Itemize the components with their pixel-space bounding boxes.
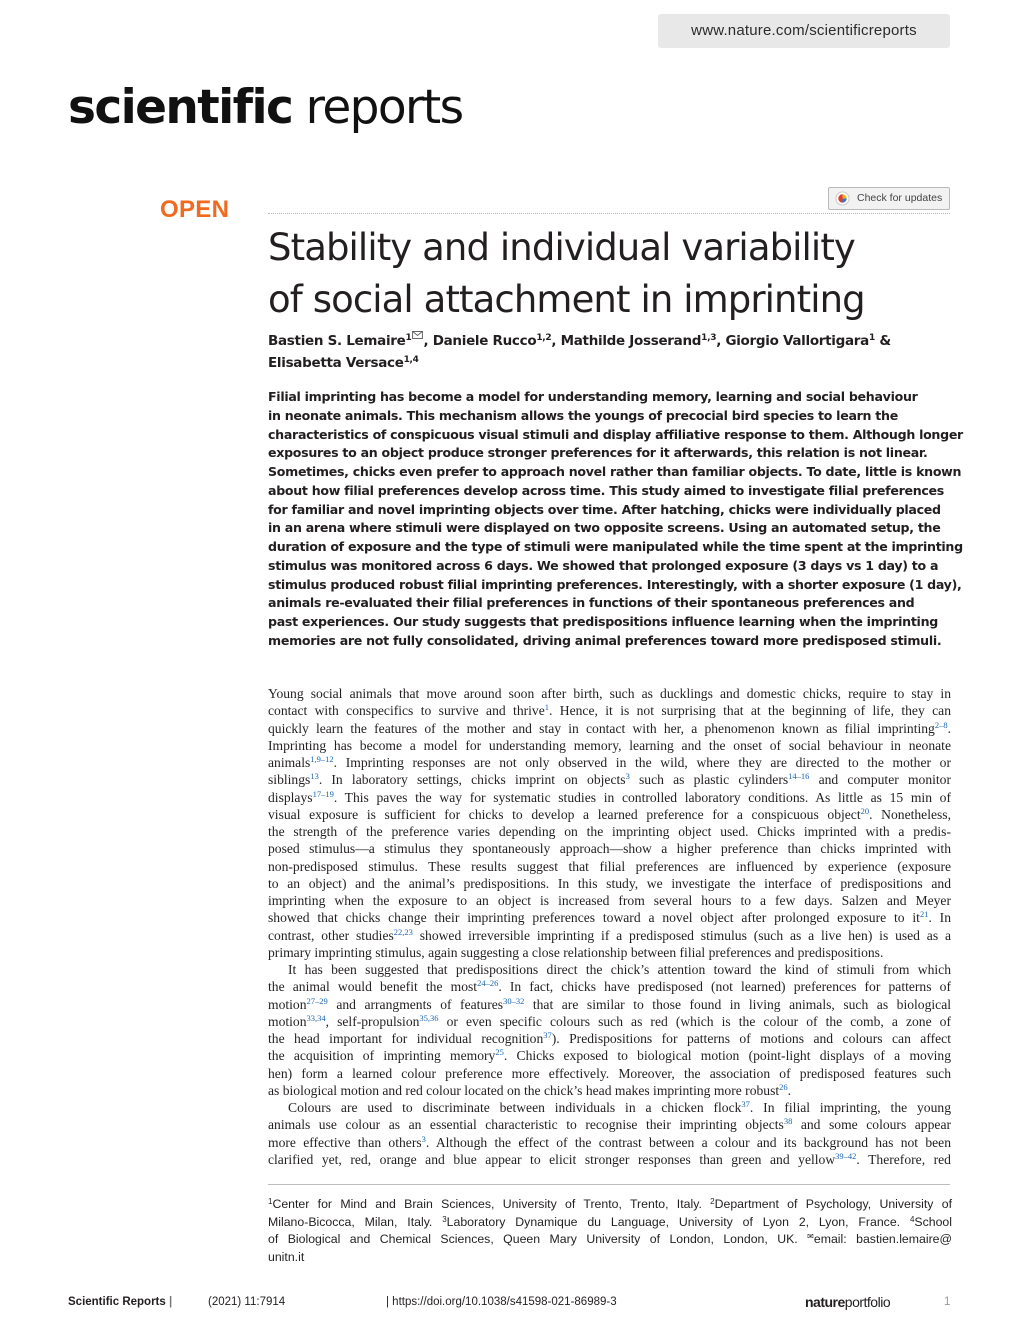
- citation-superscript[interactable]: 14–16: [788, 771, 810, 782]
- body-line-text: . Hence, it is not surprising that at the beginning of life, they can: [549, 703, 951, 719]
- citation-superscript[interactable]: 17–19: [312, 788, 334, 799]
- citation-superscript[interactable]: 4: [909, 1214, 915, 1224]
- body-line: [268, 978, 951, 995]
- open-access-badge: OPEN: [160, 196, 230, 223]
- author-name[interactable]: Daniele Rucco: [432, 333, 537, 349]
- body-line: [268, 996, 951, 1013]
- body-line: [268, 1082, 951, 1099]
- body-line: [268, 875, 951, 892]
- body-line-text: . In fact, chicks have predisposed (not learned) preferences for patterns of: [498, 979, 951, 995]
- body-line-text: It has been suggested that predispositions direct the chick’s attention toward the kind of stimuli from which: [288, 962, 951, 977]
- body-line: [268, 720, 951, 737]
- body-line: [268, 789, 951, 806]
- body-line: [268, 961, 951, 978]
- body-line: [268, 1013, 951, 1030]
- footnote-line-text: School: [914, 1214, 952, 1229]
- body-line-text: contrast, other studies: [268, 927, 394, 943]
- body-line: [268, 858, 951, 875]
- affiliations-footnote: [268, 1196, 952, 1266]
- body-line-text: . Chicks exposed to biological motion (point-light displays of a moving: [503, 1048, 951, 1064]
- citation-superscript[interactable]: 3: [625, 771, 630, 782]
- citation-superscript[interactable]: 38: [783, 1116, 793, 1127]
- body-line-text: . Therefore, red: [856, 1151, 951, 1167]
- body-line-text: showed irreversible imprinting if a predisposed stimulus (such as a live hen) is used as a: [412, 927, 951, 943]
- footer-separator: |: [168, 1296, 173, 1308]
- body-line-text: . In filial imprinting, the young: [749, 1100, 951, 1115]
- author-affiliation: 1,2: [536, 333, 552, 343]
- body-line-text: to an object) and the animal’s predispositions. In this study, we investigate the interface of predispositions and: [268, 875, 951, 891]
- citation-superscript[interactable]: 39–42: [835, 1150, 857, 1161]
- abstract-line: about how filial preferences develop across time. This study aimed to investigate filial preferences: [268, 482, 944, 498]
- body-line: [268, 840, 951, 857]
- body-line: [268, 1099, 951, 1116]
- author-separator: &: [874, 333, 891, 349]
- body-line-text: the head important for individual recognition: [268, 1031, 544, 1046]
- body-line: [268, 1030, 951, 1047]
- body-line: [268, 1047, 951, 1064]
- body-line-text: ). Predispositions for patterns of motions and colours can affect: [551, 1031, 951, 1046]
- brand-word-1: nature: [805, 1294, 845, 1310]
- abstract-line: past experiences. Our study suggests that predispositions influence learning when the imprinting: [268, 614, 938, 629]
- body-line-text: animals use colour as an essential characteristic to recognise their imprinting objects: [268, 1117, 784, 1133]
- check-updates-icon: [835, 191, 850, 206]
- author-separator: ,: [423, 333, 433, 349]
- body-line-text: , self-propulsion: [325, 1013, 420, 1029]
- citation-superscript[interactable]: 21: [919, 909, 929, 920]
- abstract: [268, 388, 963, 651]
- journal-logo-word1: scientific: [68, 80, 293, 135]
- citation-superscript[interactable]: 35,36: [419, 1012, 439, 1023]
- body-line-text: Colours are used to discriminate between individuals in a chicken flock: [288, 1100, 742, 1115]
- journal-url-tab[interactable]: www.nature.com/scientificreports: [658, 14, 950, 48]
- body-line-text: quickly learn the features of the mother and stay in contact with her, a phenomenon known as filial imprinting: [268, 720, 935, 736]
- author-name[interactable]: Bastien S. Lemaire: [268, 333, 406, 349]
- page-number: 1: [944, 1296, 951, 1308]
- body-line-text: motion: [268, 996, 307, 1012]
- footnote-line-text: email: bastien.lemaire@: [813, 1232, 952, 1246]
- body-line: [268, 892, 951, 909]
- body-line-text: .: [787, 1082, 792, 1098]
- check-updates-label: Check for updates: [857, 192, 943, 204]
- footer-doi[interactable]: | https://doi.org/10.1038/s41598-021-86989-3: [386, 1296, 617, 1308]
- journal-logo: [68, 80, 462, 135]
- footnote-line-text: of Biological and Chemical Sciences, Queen Mary University of London, London, UK.: [268, 1232, 808, 1246]
- citation-superscript[interactable]: 3: [421, 1133, 426, 1144]
- body-line-text: displays: [268, 789, 313, 805]
- citation-superscript[interactable]: 2: [710, 1197, 715, 1206]
- body-line-text: animals: [268, 755, 311, 770]
- author-affiliation: 1,4: [403, 355, 419, 365]
- body-line-text: hen) form a learned colour preference more effectively. Moreover, the association of predisposed features such: [268, 1065, 951, 1081]
- body-line-text: as biological motion and red colour located on the chick’s head makes imprinting more robust: [268, 1082, 780, 1098]
- author-separator: ,: [716, 333, 726, 349]
- author-separator: ,: [551, 333, 561, 349]
- body-line-text: the animal would benefit the most: [268, 979, 478, 995]
- author-affiliation: 1,3: [701, 333, 717, 343]
- body-line-text: . In: [928, 910, 951, 926]
- abstract-line: stimulus was monitored across 6 days. We showed that prolonged exposure (3 days vs 1 day) to a: [268, 557, 939, 573]
- footnote-line: [268, 1231, 952, 1249]
- body-line: [268, 823, 951, 840]
- body-line-text: clarified yet, red, orange and blue appear to elicit stronger responses than green and yellow: [268, 1151, 836, 1167]
- article-title: [268, 222, 958, 326]
- body-line-text: the strength of the preference varies depending on the imprinting object used. Chicks imprinted with a predis-: [268, 824, 951, 839]
- abstract-line: duration of exposure and the type of stimuli were manipulated while the time spent at the imprinting: [268, 539, 963, 554]
- abstract-line: for familiar and novel imprinting objects over time. After hatching, chicks were individually placed: [268, 501, 941, 517]
- citation-superscript[interactable]: ✉: [807, 1232, 814, 1241]
- body-line-text: siblings: [268, 772, 311, 788]
- body-line-text: .: [947, 720, 951, 736]
- body-text: [268, 685, 951, 1168]
- author-affiliation: 1: [405, 333, 412, 343]
- body-line: [268, 1116, 951, 1133]
- citation-superscript[interactable]: 20: [860, 805, 870, 816]
- body-line-text: . This paves the way for systematic studies in controlled laboratory conditions. As little as 15 min of: [333, 789, 951, 805]
- body-line-text: contact with conspecifics to survive and thrive: [268, 703, 545, 719]
- body-line-text: and some colours appear: [792, 1117, 951, 1133]
- journal-logo-word2: reports: [305, 80, 463, 135]
- body-line-text: and computer monitor: [809, 772, 951, 788]
- body-line: [268, 1065, 951, 1082]
- citation-superscript[interactable]: 3: [442, 1214, 447, 1224]
- abstract-line: exposures to an object produce stronger preferences for it afterwards, this relation is not linear.: [268, 445, 928, 461]
- body-line-text: showed that chicks change their imprinting preferences toward a novel object after prolonged exposure to it: [268, 910, 920, 926]
- footer-journal: [68, 1296, 172, 1308]
- body-line: [268, 806, 951, 823]
- citation-superscript[interactable]: 37: [543, 1030, 552, 1040]
- citation-superscript[interactable]: 1: [544, 702, 550, 713]
- citation-superscript[interactable]: 1,9–12: [310, 754, 334, 764]
- abstract-line: stimulus produced robust filial imprinting preferences. Interestingly, with a shorter exposure (1 day),: [268, 576, 962, 592]
- citation-superscript[interactable]: 22,23: [393, 926, 413, 937]
- citation-superscript[interactable]: 1: [268, 1197, 273, 1206]
- body-line-text: visual exposure is sufficient for chicks to develop a learned preference for a conspicuous object: [268, 806, 861, 822]
- body-line-text: imprinting when the exposure to an object is increased from several hours to a few days. Salzen and Meyer: [268, 893, 951, 908]
- body-line-text: . In laboratory settings, chicks imprint on objects: [318, 772, 626, 788]
- footnote-line-text: Laboratory Dynamique du Language, University of Lyon 2, Lyon, France.: [446, 1214, 910, 1229]
- body-line-text: motion: [268, 1013, 307, 1029]
- footnote-line-text: Center for Mind and Brain Sciences, University of Trento, Trento, Italy.: [272, 1197, 711, 1211]
- footnote-line: [268, 1214, 952, 1232]
- body-line-text: primary imprinting stimulus, again suggesting a close relationship between filial preferences and predispositions.: [268, 944, 884, 960]
- body-line-text: posed stimulus—a stimulus they spontaneously approach—show a higher preference than chicks imprinted with: [268, 841, 951, 857]
- abstract-line: animals re-evaluated their filial preferences in functions of their spontaneous preferences and: [268, 595, 915, 611]
- citation-superscript[interactable]: 27–29: [306, 995, 328, 1006]
- author-name[interactable]: Elisabetta Versace: [268, 355, 404, 371]
- abstract-line: in neonate animals. This mechanism allows the youngs of precocial bird species to learn the: [268, 407, 898, 423]
- envelope-icon[interactable]: [412, 331, 423, 339]
- abstract-line: characteristics of conspicuous visual stimuli and display affiliative response to them. Although longer: [268, 426, 963, 442]
- body-line-text: . Nonetheless,: [869, 806, 951, 822]
- citation-superscript[interactable]: 33,34: [306, 1012, 326, 1023]
- body-line: [268, 944, 951, 961]
- abstract-line: memories are not fully consolidated, driving animal preferences toward more predisposed stimuli.: [268, 632, 942, 648]
- citation-superscript[interactable]: 25: [495, 1047, 504, 1058]
- author-list: [268, 330, 958, 374]
- body-line: [268, 1134, 951, 1151]
- title-line-2: of social attachment in imprinting: [268, 278, 865, 321]
- body-line: [268, 754, 951, 771]
- abstract-line: Filial imprinting has become a model for understanding memory, learning and social behaviour: [268, 389, 918, 404]
- author-name[interactable]: Mathilde Josserand: [560, 333, 702, 349]
- body-line-text: . Although the effect of the contrast between a colour and its background has not been: [425, 1134, 951, 1150]
- body-line-text: Imprinting has become a model for understanding memory, learning and the onset of social behaviour in neonate: [268, 737, 951, 753]
- author-affiliation: 1: [868, 333, 875, 343]
- page-footer: [68, 1296, 950, 1314]
- body-line-text: such as plastic cylinders: [629, 772, 789, 788]
- body-line-text: more effective than others: [268, 1134, 422, 1150]
- body-line: [268, 909, 951, 926]
- brand-word-2: portfolio: [844, 1294, 891, 1310]
- body-line-text: the acquisition of imprinting memory: [268, 1048, 496, 1064]
- footnote-line: [268, 1196, 952, 1214]
- footnote-rule: [268, 1184, 950, 1185]
- abstract-line: Sometimes, chicks even prefer to approach novel rather than familiar objects. To date, little is known: [268, 464, 962, 479]
- body-line: [268, 927, 951, 944]
- footnote-line-text: unitn.it: [268, 1249, 305, 1264]
- nature-portfolio-logo: [805, 1294, 890, 1310]
- citation-superscript[interactable]: 13: [310, 771, 319, 782]
- body-line: [268, 1151, 951, 1168]
- footnote-line-text: Milano-Bicocca, Milan, Italy.: [268, 1214, 443, 1229]
- footer-journal-name: Scientific Reports: [68, 1296, 166, 1308]
- body-line: [268, 702, 951, 719]
- citation-superscript[interactable]: 24–26: [477, 978, 499, 989]
- body-line: [268, 685, 951, 702]
- body-line-text: that are similar to those found in living animals, such as biological: [524, 996, 952, 1012]
- title-line-1: Stability and individual variability: [268, 226, 855, 269]
- body-line-text: or even specific colours such as red (which is the colour of the comb, a zone of: [438, 1013, 951, 1029]
- body-line-text: . Imprinting responses are not only observed in the wild, where they are directed to the mother or: [333, 755, 951, 770]
- footnote-line: [268, 1249, 952, 1267]
- author-name[interactable]: Giorgio Vallortigara: [725, 333, 869, 349]
- citation-superscript[interactable]: 26: [779, 1081, 788, 1092]
- body-line-text: Young social animals that move around soon after birth, such as ducklings and domestic chicks, require to stay in: [268, 686, 951, 701]
- citation-superscript[interactable]: 30–32: [503, 995, 525, 1006]
- body-line-text: and arrangments of features: [327, 996, 504, 1012]
- body-line-text: non-predisposed stimulus. These results suggest that filial preferences are influenced by experience (exposure: [268, 858, 951, 874]
- body-line: [268, 771, 951, 788]
- citation-superscript[interactable]: 37: [741, 1099, 750, 1109]
- check-for-updates-button[interactable]: [828, 187, 950, 210]
- body-line: [268, 737, 951, 754]
- footnote-line-text: Department of Psychology, University of: [714, 1197, 952, 1211]
- footer-citation: (2021) 11:7914: [208, 1296, 286, 1308]
- abstract-line: in an arena where stimuli were displayed on two opposite screens. Using an automated setup, the: [268, 520, 941, 536]
- title-rule: [268, 213, 950, 214]
- citation-superscript[interactable]: 2–8: [934, 719, 948, 730]
